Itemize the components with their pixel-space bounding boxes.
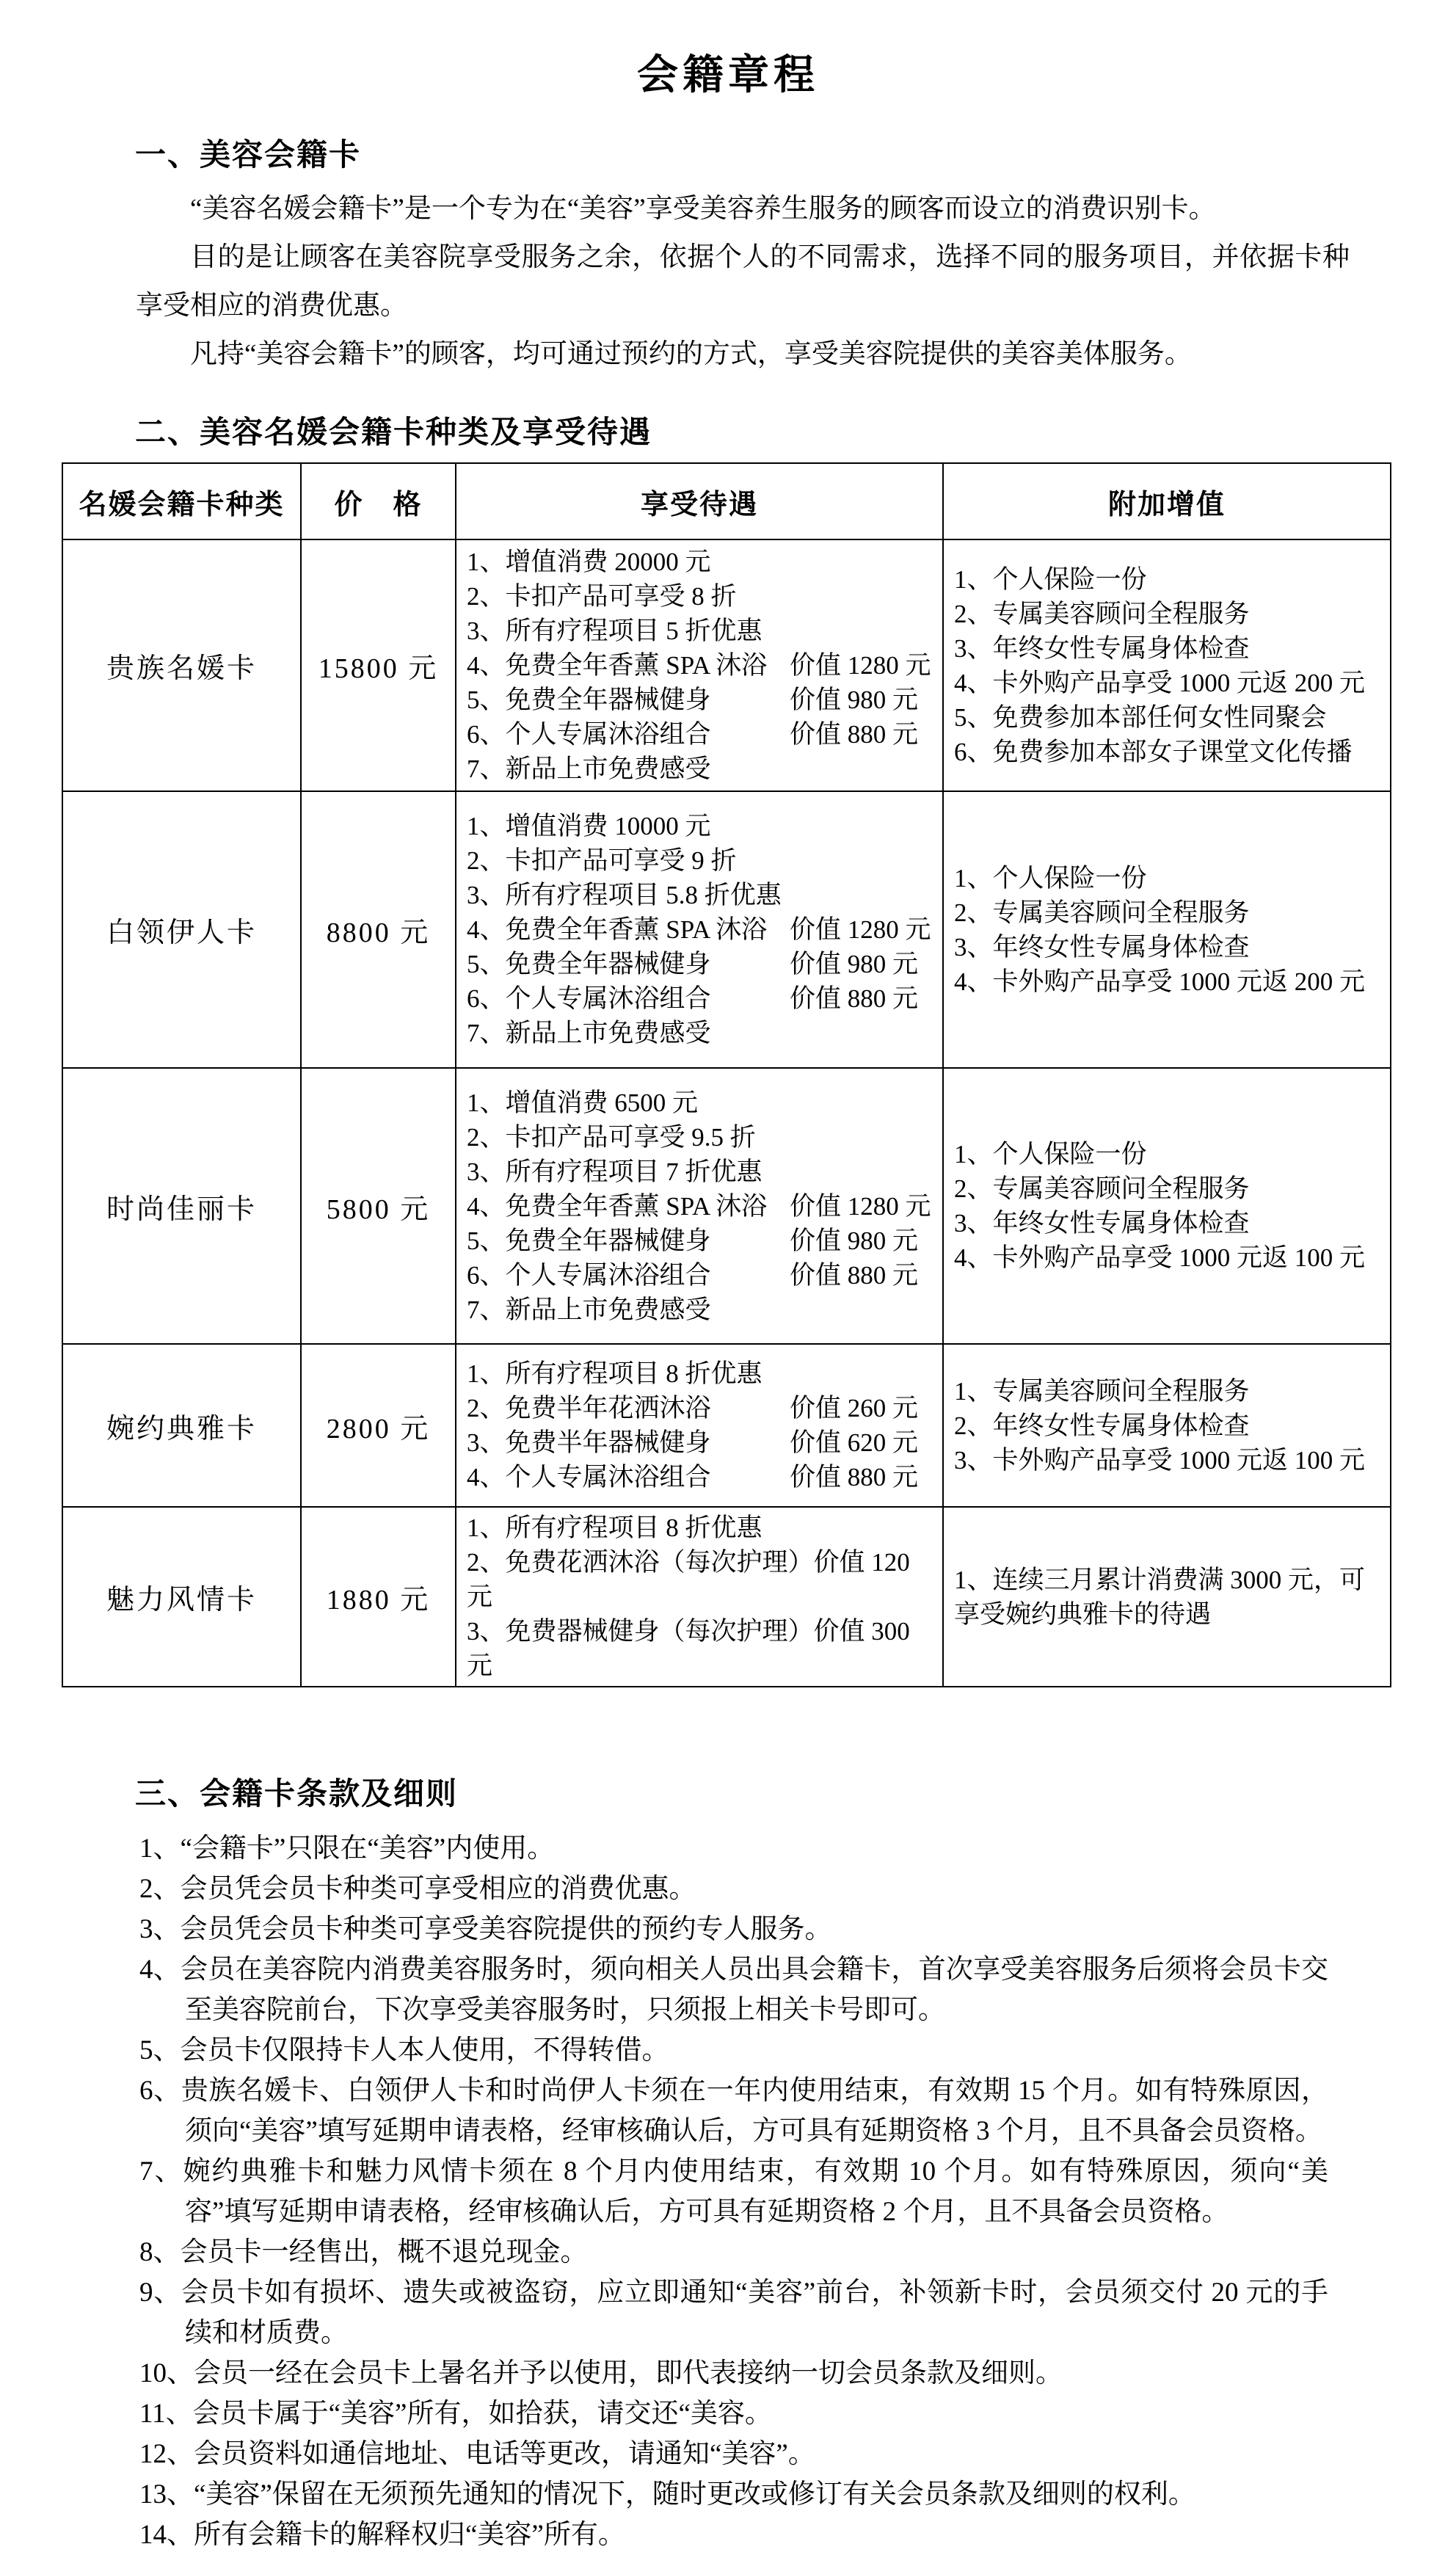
benefit-text: 4、免费全年香薰 SPA 沐浴 [467, 1191, 768, 1221]
term-item: 1、“会籍卡”只限在“美容”内使用。 [139, 1833, 555, 1864]
card-table-row [62, 1068, 1391, 1344]
benefit-item [467, 1189, 935, 1224]
col-header-extras: 附加增值 [943, 463, 1391, 539]
term-item: 13、“美容”保留在无须预先通知的情况下，随时更改或修订有关会员条款及细则的权利。 [139, 2479, 1195, 2509]
benefit-text: 5、免费全年器械健身 [467, 950, 711, 978]
card-extras-cell [943, 1344, 1391, 1507]
benefit-text: 3、免费半年器械健身 [467, 1428, 711, 1457]
benefit-text: 7、新品上市免费感受 [467, 755, 711, 783]
col-header-benefits: 享受待遇 [456, 463, 943, 539]
benefit-item [467, 1016, 935, 1050]
benefit-value: 价值 880 元 [790, 1463, 919, 1491]
benefit-text: 5、免费全年器械健身 [467, 686, 711, 714]
extra-item: 1、专属美容顾问全程服务 [954, 1376, 1250, 1406]
membership-card-table [62, 462, 1391, 1687]
benefit-item [467, 614, 935, 648]
benefit-item [467, 752, 935, 786]
term-item: 5、会员卡仅限持卡人本人使用，不得转借。 [139, 2035, 669, 2065]
benefit-text: 2、免费半年花洒沐浴 [467, 1394, 711, 1422]
extra-item: 5、免费参加本部任何女性同聚会 [954, 702, 1327, 732]
benefit-text: 1、所有疗程项目 8 折优惠 [467, 1513, 762, 1542]
card-name: 白领伊人卡 [62, 791, 301, 1068]
benefit-text: 4、个人专属沐浴组合 [467, 1463, 711, 1491]
benefit-item [467, 683, 935, 717]
section2-heading: 二、美容名媛会籍卡种类及享受待遇 [135, 416, 652, 450]
benefit-item [467, 1120, 935, 1155]
benefit-text: 4、免费全年香薰 SPA 沐浴 [467, 651, 768, 680]
benefit-item [467, 545, 935, 579]
extra-item: 2、专属美容顾问全程服务 [954, 898, 1250, 927]
benefit-text: 2、卡扣产品可享受 8 折 [467, 582, 737, 611]
benefit-item [467, 912, 935, 947]
term-item: 6、贵族名媛卡、白领伊人卡和时尚伊人卡须在一年内使用结束，有效期 15 个月。如有特殊原因，须向“美容”填写延期申请表格，经审核确认后，方可具有延期资格 3 个月，且不具备会员资格。 [139, 2076, 1328, 2146]
card-benefits-cell [456, 539, 943, 791]
term-item: 11、会员卡属于“美容”所有，如拾获，请交还“美容。 [139, 2399, 772, 2429]
card-price: 1880 元 [301, 1507, 456, 1687]
card-table-row [62, 1344, 1391, 1507]
benefit-text: 1、增值消费 6500 元 [467, 1088, 699, 1117]
benefit-value: 价值 980 元 [790, 1226, 919, 1255]
section1-paragraphs [136, 185, 1350, 379]
paragraph: “美容名媛会籍卡”是一个专为在“美容”享受美容养生服务的顾客而设立的消费识别卡。 [190, 194, 1216, 224]
extra-item: 4、卡外购产品享受 1000 元返 200 元 [954, 967, 1366, 996]
benefit-item [467, 1614, 935, 1683]
card-benefits-cell [456, 1344, 943, 1507]
term-item: 3、会员凭会员卡种类可享受美容院提供的预约专人服务。 [139, 1914, 832, 1944]
benefit-value: 价值 1280 元 [790, 651, 931, 680]
benefit-text: 3、免费器械健身（每次护理）价值 300 元 [467, 1617, 910, 1680]
benefit-item [467, 1460, 935, 1494]
extra-item: 6、免费参加本部女子课堂文化传播 [954, 737, 1353, 766]
benefit-item [467, 1391, 935, 1425]
extra-item: 2、专属美容顾问全程服务 [954, 1174, 1250, 1203]
term-item: 14、所有会籍卡的解释权归“美容”所有。 [139, 2520, 625, 2550]
benefit-value: 价值 1280 元 [790, 1191, 931, 1221]
paragraph: 目的是让顾客在美容院享受服务之余，依据个人的不同需求，选择不同的服务项目，并依据卡种享受相应的消费优惠。 [136, 242, 1350, 321]
section3-heading: 三、会籍卡条款及细则 [135, 1778, 459, 1811]
term-item: 10、会员一经在会员卡上暑名并予以使用，即代表接纳一切会员条款及细则。 [139, 2358, 1063, 2388]
card-name: 婉约典雅卡 [62, 1344, 301, 1507]
card-name: 贵族名媛卡 [62, 539, 301, 791]
page-title: 会籍章程 [637, 53, 819, 98]
card-benefits-cell [456, 1507, 943, 1687]
benefit-item [467, 717, 935, 752]
benefit-item [467, 1356, 935, 1391]
benefit-item [467, 809, 935, 843]
card-extras-cell [943, 539, 1391, 791]
benefit-item [467, 579, 935, 614]
benefit-item [467, 1258, 935, 1293]
col-header-price: 价 格 [301, 463, 456, 539]
benefit-text: 1、增值消费 20000 元 [467, 548, 711, 576]
benefit-item [467, 843, 935, 878]
card-extras-cell [943, 1507, 1391, 1687]
col-header-card-type: 名媛会籍卡种类 [62, 463, 301, 539]
benefit-value: 价值 1280 元 [790, 915, 931, 944]
term-item: 2、会员凭会员卡种类可享受相应的消费优惠。 [139, 1874, 696, 1904]
card-table-row [62, 539, 1391, 791]
extra-item: 1、个人保险一份 [954, 863, 1147, 893]
card-table-row [62, 1507, 1391, 1687]
card-table-row [62, 791, 1391, 1068]
card-price: 5800 元 [301, 1068, 456, 1344]
benefit-value: 价值 980 元 [790, 950, 919, 978]
benefit-value: 价值 880 元 [790, 1260, 919, 1290]
benefit-text: 1、所有疗程项目 8 折优惠 [467, 1359, 762, 1388]
benefit-text: 4、免费全年香薰 SPA 沐浴 [467, 915, 768, 944]
benefit-item [467, 648, 935, 683]
benefit-text: 6、个人专属沐浴组合 [467, 720, 711, 749]
benefit-value: 价值 260 元 [790, 1394, 919, 1422]
benefit-item [467, 1545, 935, 1614]
card-name: 魅力风情卡 [62, 1507, 301, 1687]
term-item: 4、会员在美容院内消费美容服务时，须向相关人员出具会籍卡，首次享受美容服务后须将会员卡交至美容院前台，下次享受美容服务时，只须报上相关卡号即可。 [139, 1955, 1328, 2025]
benefit-text: 3、所有疗程项目 5.8 折优惠 [467, 881, 782, 909]
card-benefits-cell [456, 791, 943, 1068]
extra-item: 4、卡外购产品享受 1000 元返 100 元 [954, 1243, 1366, 1272]
benefit-value: 价值 880 元 [790, 720, 919, 749]
benefit-text: 7、新品上市免费感受 [467, 1295, 711, 1324]
extra-item: 2、年终女性专属身体检查 [954, 1411, 1250, 1440]
benefit-item [467, 1511, 935, 1545]
extra-item: 4、卡外购产品享受 1000 元返 200 元 [954, 668, 1366, 697]
benefit-item [467, 981, 935, 1016]
section1-heading: 一、美容会籍卡 [135, 139, 362, 172]
table-header-row [62, 463, 1391, 539]
benefit-item [467, 878, 935, 912]
extra-item: 3、卡外购产品享受 1000 元返 100 元 [954, 1445, 1366, 1475]
paragraph: 凡持“美容会籍卡”的顾客，均可通过预约的方式，享受美容院提供的美容美体服务。 [190, 339, 1192, 369]
benefit-value: 价值 980 元 [790, 686, 919, 714]
card-extras-cell [943, 1068, 1391, 1344]
benefit-item [467, 1086, 935, 1120]
extra-item: 3、年终女性专属身体检查 [954, 633, 1250, 663]
benefit-item [467, 1293, 935, 1327]
card-price: 2800 元 [301, 1344, 456, 1507]
benefit-text: 5、免费全年器械健身 [467, 1226, 711, 1255]
term-item: 9、会员卡如有损坏、遗失或被盗窃，应立即通知“美容”前台，补领新卡时，会员须交付 20 元的手续和材质费。 [139, 2278, 1328, 2348]
benefit-item [467, 1224, 935, 1258]
card-price: 8800 元 [301, 791, 456, 1068]
benefit-value: 价值 620 元 [790, 1428, 919, 1457]
benefit-item [467, 947, 935, 981]
benefit-text: 2、免费花洒沐浴（每次护理）价值 120 元 [467, 1548, 910, 1611]
benefit-text: 6、个人专属沐浴组合 [467, 1260, 711, 1290]
benefit-text: 7、新品上市免费感受 [467, 1019, 711, 1047]
benefit-value: 价值 880 元 [790, 984, 919, 1013]
card-extras-cell [943, 791, 1391, 1068]
term-item: 12、会员资料如通信地址、电话等更改，请通知“美容”。 [139, 2439, 815, 2469]
term-item: 7、婉约典雅卡和魅力风情卡须在 8 个月内使用结束，有效期 10 个月。如有特殊原因，须向“美容”填写延期申请表格，经审核确认后，方可具有延期资格 2 个月，且不具备会员资格。 [139, 2156, 1328, 2227]
extra-item: 1、个人保险一份 [954, 564, 1147, 594]
benefit-item [467, 1155, 935, 1189]
extra-item: 1、个人保险一份 [954, 1140, 1147, 1169]
benefit-text: 3、所有疗程项目 5 折优惠 [467, 617, 762, 645]
terms-list [139, 1828, 1328, 2555]
extra-item: 1、连续三月累计消费满 3000 元，可享受婉约典雅卡的待遇 [954, 1565, 1366, 1629]
benefit-text: 1、增值消费 10000 元 [467, 812, 711, 840]
card-benefits-cell [456, 1068, 943, 1344]
extra-item: 3、年终女性专属身体检查 [954, 1209, 1250, 1237]
benefit-item [467, 1425, 935, 1460]
benefit-text: 2、卡扣产品可享受 9 折 [467, 846, 737, 875]
card-price: 15800 元 [301, 539, 456, 791]
benefit-text: 6、个人专属沐浴组合 [467, 984, 711, 1013]
term-item: 8、会员卡一经售出，概不退兑现金。 [139, 2237, 588, 2267]
extra-item: 3、年终女性专属身体检查 [954, 932, 1250, 962]
card-name: 时尚佳丽卡 [62, 1068, 301, 1344]
benefit-text: 2、卡扣产品可享受 9.5 折 [467, 1122, 756, 1152]
benefit-text: 3、所有疗程项目 7 折优惠 [467, 1157, 762, 1186]
extra-item: 2、专属美容顾问全程服务 [954, 599, 1250, 628]
